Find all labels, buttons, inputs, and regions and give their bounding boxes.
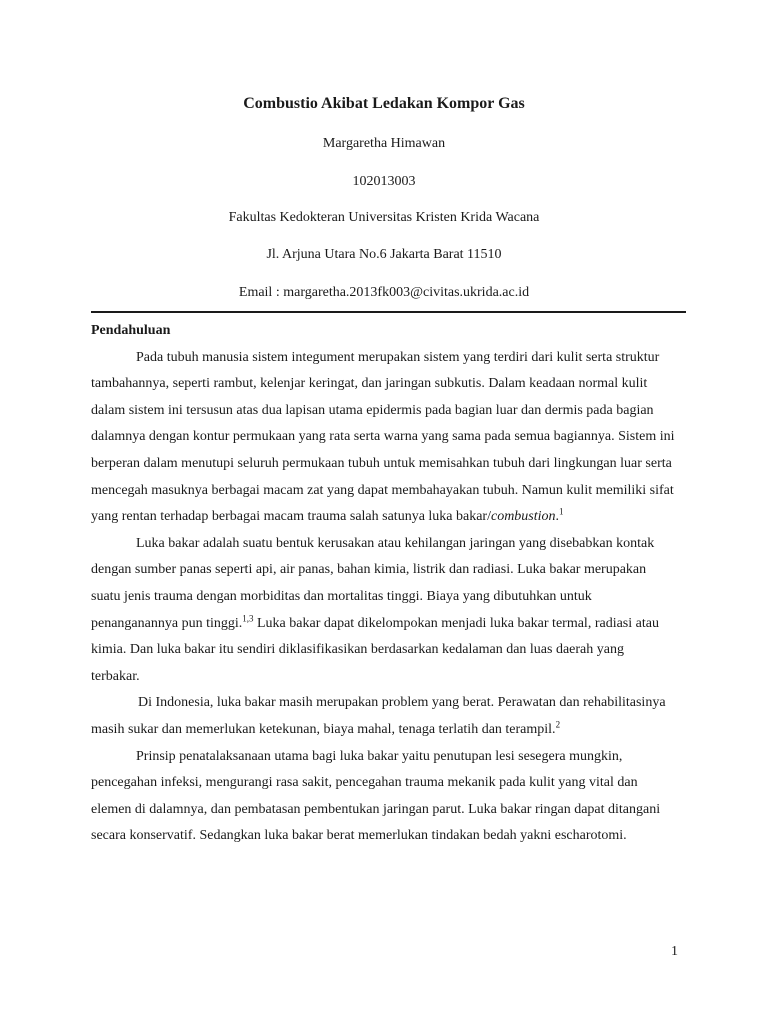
paragraph-3 bbox=[91, 690, 676, 743]
page-number: 1 bbox=[671, 944, 678, 959]
paragraph-1-text: Pada tubuh manusia sistem integument merupakan sistem yang terdiri dari kulit serta struktur tambahannya, seperti rambut, kelenjar keringat, dan jaringan subkutis. Dalam keadaan normal kulit dalam sistem ini tersusun atas dua lapisan utama epidermis pada bagian luar dan dermis pada bagian dalamnya dengan kontur permukaan yang rata serta warna yang sama pada semua bagiannya. Sistem ini berperan dalam menutupi seluruh permukaan tubuh untuk memisahkan tubuh dari lingkungan luar serta mencegah masuknya berbagai macam zat yang dapat membahayakan tubuh. Namun kulit memiliki sifat yang rentan terhadap berbagai macam trauma salah satunya luka bakar/ bbox=[91, 349, 675, 525]
paragraph-4 bbox=[91, 744, 676, 850]
email-address: Email : margaretha.2013fk003@civitas.ukrida.ac.id bbox=[238, 285, 530, 300]
paragraph-1-italic-term: combustion bbox=[490, 509, 556, 525]
paper-title: Combustio Akibat Ledakan Kompor Gas bbox=[243, 95, 525, 112]
citation-ref: 1,3 bbox=[242, 612, 254, 623]
section-heading: Pendahuluan bbox=[91, 323, 171, 338]
paragraph-1 bbox=[91, 345, 676, 531]
title-block bbox=[0, 92, 768, 300]
body-text bbox=[91, 318, 676, 850]
student-id: 102013003 bbox=[352, 174, 416, 189]
paragraph-2 bbox=[91, 531, 676, 691]
paragraph-1-end: . bbox=[555, 509, 560, 525]
header-divider bbox=[91, 311, 686, 313]
citation-ref: 2 bbox=[555, 719, 561, 730]
author-name: Margaretha Himawan bbox=[322, 136, 446, 151]
paragraph-2-text-b: Luka bakar dapat dikelompokan menjadi luka bakar termal, radiasi atau kimia. Dan luka bakar itu sendiri diklasifikasikan berdasarkan kedalaman dan luas daerah yang terbakar. bbox=[91, 615, 659, 684]
faculty-affiliation: Fakultas Kedokteran Universitas Kristen Krida Wacana bbox=[228, 210, 540, 225]
paragraph-2-text-a: Luka bakar adalah suatu bentuk kerusakan atau kehilangan jaringan yang disebabkan kontak dengan sumber panas seperti api, air panas, bahan kimia, listrik dan radiasi. Luka bakar merupakan suatu jenis trauma dengan morbiditas dan mortalitas tinggi. Biaya yang dibutuhkan untuk penanganannya pun tinggi. bbox=[91, 535, 655, 631]
paragraph-4-text: Prinsip penatalaksanaan utama bagi luka bakar yaitu penutupan lesi sesegera mungkin, pencegahan infeksi, mengurangi rasa sakit, pencegahan trauma mekanik pada kulit yang vital dan elemen di dalamnya, dan pembatasan pembentukan jaringan parut. Luka bakar ringan dapat ditangani secara konservatif. Sedangkan luka bakar berat memerlukan tindakan bedah yakni escharotomi. bbox=[91, 748, 661, 844]
citation-ref: 1 bbox=[559, 506, 564, 517]
postal-address: Jl. Arjuna Utara No.6 Jakarta Barat 11510 bbox=[266, 247, 502, 262]
paragraph-3-text: Di Indonesia, luka bakar masih merupakan problem yang berat. Perawatan dan rehabilitasinya masih sukar dan memerlukan ketekunan, biaya mahal, tenaga terlatih dan terampil. bbox=[91, 695, 666, 737]
